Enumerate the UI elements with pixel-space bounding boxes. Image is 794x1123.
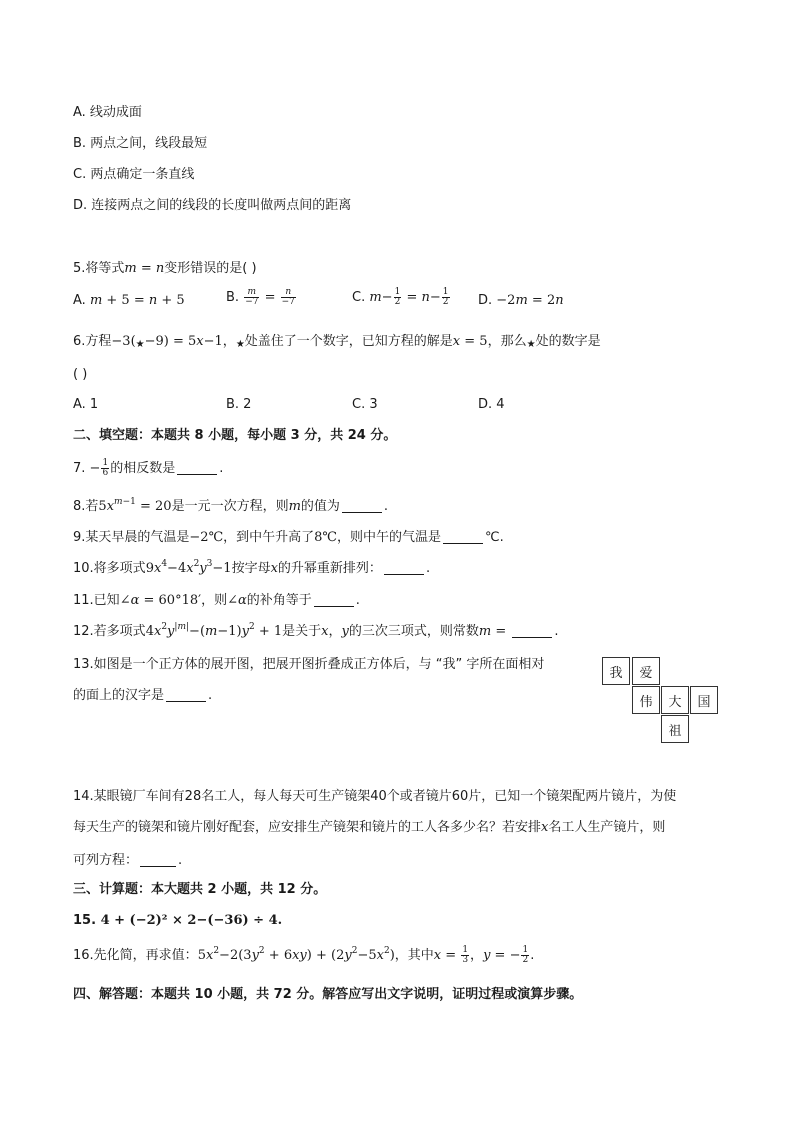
q6-stem: 6.方程−3(★−9) = 5x−1，★处盖住了一个数字，已知方程的解是x = 5，那么★处的数字是: [73, 334, 601, 350]
q14-line2: 每天生产的镜架和镜片刚好配套，应安排生产镜架和镜片的工人各多少名？若安排x名工人生产镜片，则: [73, 820, 666, 835]
q6-option-b: B. 2: [226, 397, 252, 412]
q13-line1: 13.如图是一个正方体的展开图，把展开图折叠成正方体后，与 “我” 字所在面相对: [73, 657, 545, 672]
q12: 12.若多项式$4x^2y^{|m|}-(m-1)y^2 + 1$是关于x，y的三次三项式，则常数m = .: [73, 622, 559, 639]
q6-options: [73, 396, 633, 416]
q11: 11.已知∠α = 60°18′，则∠α的补角等于 .: [73, 593, 360, 608]
q5-option-c: C. m− $\frac{1}{2}$ = n− $\frac{1}{2}$: [352, 287, 449, 307]
q16: 16.先化简，再求值：$5x^2-2(3y^2 + 6xy) + (2y^2-5x^2)$，其中x = $\frac{1}{3}$ ，y = − $\frac{1}{2}$ .: [73, 945, 535, 965]
q4-option-d: D. 连接两点之间的线段的长度叫做两点间的距离: [73, 198, 352, 213]
q5-option-b: B. $\frac{m}{-7}$ = $\frac{n}{-7}$: [226, 287, 295, 307]
net-cell-guo: 国: [690, 686, 718, 714]
section-3-heading: 三、计算题：本大题共 2 小题，共 12 分。: [73, 882, 327, 897]
q4-option-b: B. 两点之间，线段最短: [73, 136, 208, 151]
q6-option-a: A. 1: [73, 397, 99, 412]
q4-option-a: A. 线动成面: [73, 105, 142, 120]
star-icon: ★: [135, 339, 145, 350]
q7: 7. − $\frac{1}{6}$ 的相反数是 .: [73, 458, 224, 478]
answer-blank: [384, 560, 424, 575]
answer-blank: [314, 592, 354, 607]
q14-line1: 14.某眼镜厂车间有28名工人，每人每天可生产镜架40个或者镜片60片，已知一个镜架配两片镜片，为使: [73, 789, 677, 804]
q14-line3: 可列方程： .: [73, 853, 183, 868]
answer-blank: [443, 529, 483, 544]
star-icon: ★: [526, 339, 536, 350]
answer-blank: [342, 498, 382, 513]
q5-option-d: D. −2m = 2n: [478, 293, 564, 308]
q4-option-c: C. 两点确定一条直线: [73, 167, 195, 182]
q8: 8.若$5x^{m-1} = 20$是一元一次方程，则m的值为 .: [73, 497, 389, 514]
answer-blank: [512, 623, 552, 638]
q5-option-a: A. m + 5 = n + 5: [73, 293, 185, 308]
net-cell-wo: 我: [602, 657, 630, 685]
answer-blank: [166, 687, 206, 702]
q10: 10.将多项式$9x^4-4x^2y^3-1$按字母x的升幂重新排列： .: [73, 559, 431, 576]
net-cell-da: 大: [661, 686, 689, 714]
q5-stem: 5.将等式m = n变形错误的是( ): [73, 261, 257, 276]
answer-blank: [140, 852, 176, 867]
q15: 15. 4 + (−2)² × 2−(−36) ÷ 4.: [73, 913, 283, 928]
section-2-heading: 二、填空题：本题共 8 小题，每小题 3 分，共 24 分。: [73, 428, 397, 443]
q6-paren: ( ): [73, 367, 88, 382]
cube-net-figure: [602, 657, 720, 743]
q6-option-d: D. 4: [478, 397, 505, 412]
section-4-heading: 四、解答题：本题共 10 小题，共 72 分。解答应写出文字说明，证明过程或演算步骤。: [73, 987, 583, 1002]
q5-options: [73, 287, 633, 316]
net-cell-ai: 爱: [632, 657, 660, 685]
star-icon: ★: [235, 339, 245, 350]
q9: 9.某天早晨的气温是−2℃，到中午升高了8℃，则中午的气温是 ℃.: [73, 530, 504, 545]
answer-blank: [177, 460, 217, 475]
net-cell-zu: 祖: [661, 715, 689, 743]
net-cell-wei: 伟: [632, 686, 660, 714]
q13-line2: 的面上的汉字是 .: [73, 688, 213, 703]
q6-option-c: C. 3: [352, 397, 378, 412]
